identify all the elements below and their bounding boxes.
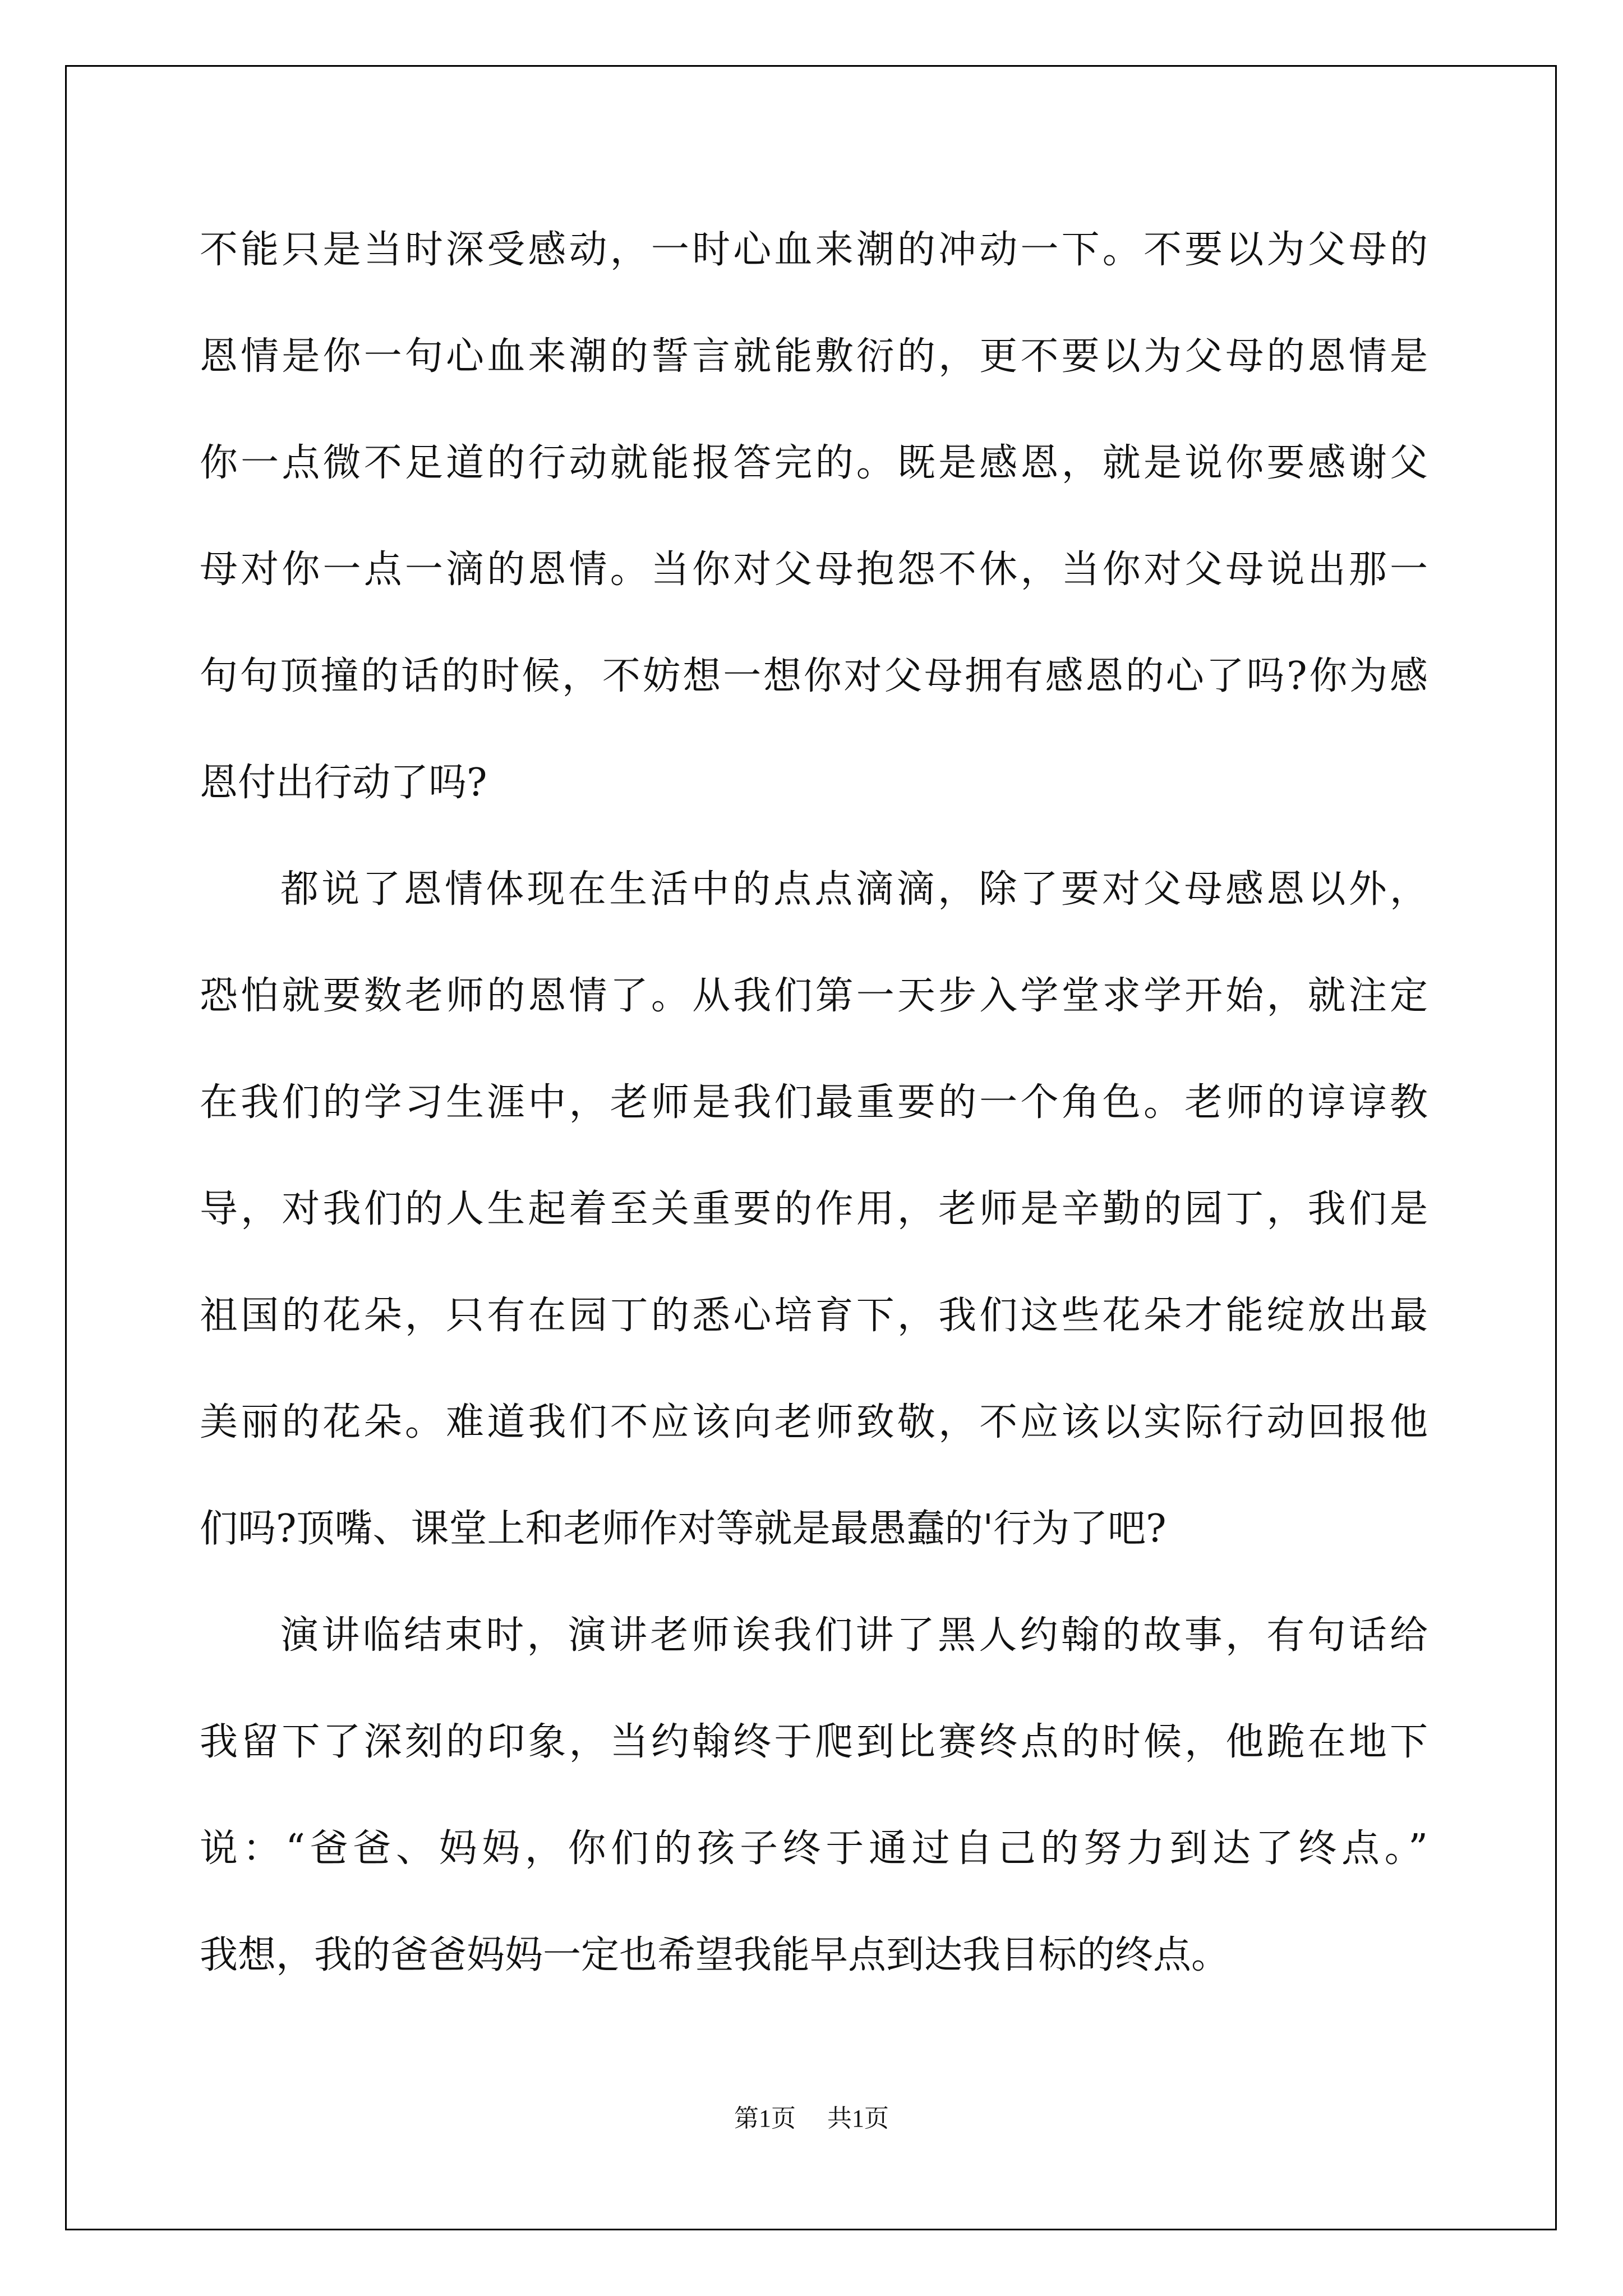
paragraph-3-line-4: 我想，我的爸爸妈妈一定也希望我能早点到达我目标的终点。 (200, 1933, 1230, 1977)
paragraph-1-line-3: 你一点微不足道的行动就能报答完的。既是感恩，就是说你要感谢父 (200, 441, 1428, 485)
paragraph-1-line-4: 母对你一点一滴的恩情。当你对父母抱怨不休，当你对父母说出那一 (200, 547, 1428, 592)
paragraph-1-line-2: 恩情是你一句心血来潮的誓言就能敷衍的，更不要以为父母的恩情是 (200, 334, 1428, 379)
paragraph-3-line-3: 说：“爸爸、妈妈，你们的孩子终于通过自己的努力到达了终点。” (200, 1826, 1428, 1871)
paragraph-3-line-1: 演讲临结束时，演讲老师诶我们讲了黑人约翰的故事，有句话给 (280, 1613, 1428, 1658)
page-total: 共1页 (827, 2105, 889, 2132)
paragraph-2-line-6: 美丽的花朵。难道我们不应该向老师致敬，不应该以实际行动回报他 (200, 1400, 1428, 1444)
paragraph-2-line-3: 在我们的学习生涯中，老师是我们最重要的一个角色。老师的谆谆教 (200, 1080, 1428, 1125)
paragraph-1-line-6: 恩付出行动了吗? (200, 761, 487, 805)
paragraph-1-line-5: 句句顶撞的话的时候，不妨想一想你对父母拥有感恩的心了吗?你为感 (200, 654, 1428, 698)
paragraph-2-line-5: 祖国的花朵，只有在园丁的悉心培育下，我们这些花朵才能绽放出最 (200, 1294, 1428, 1338)
page-footer (0, 2098, 1623, 2134)
paragraph-2-line-4: 导，对我们的人生起着至关重要的作用，老师是辛勤的园丁，我们是 (200, 1187, 1428, 1231)
paragraph-3-line-2: 我留下了深刻的印象，当约翰终于爬到比赛终点的时候，他跪在地下 (200, 1720, 1428, 1764)
page-number: 第1页 (734, 2105, 796, 2132)
paragraph-2-line-2: 恐怕就要数老师的恩情了。从我们第一天步入学堂求学开始，就注定 (200, 974, 1428, 1018)
paragraph-1-line-1: 不能只是当时深受感动，一时心血来潮的冲动一下。不要以为父母的 (200, 228, 1428, 272)
paragraph-2-line-7: 们吗?顶嘴、课堂上和老师作对等就是最愚蠢的'行为了吧? (200, 1507, 1166, 1551)
paragraph-2-line-1: 都说了恩情体现在生活中的点点滴滴，除了要对父母感恩以外， (280, 867, 1428, 912)
